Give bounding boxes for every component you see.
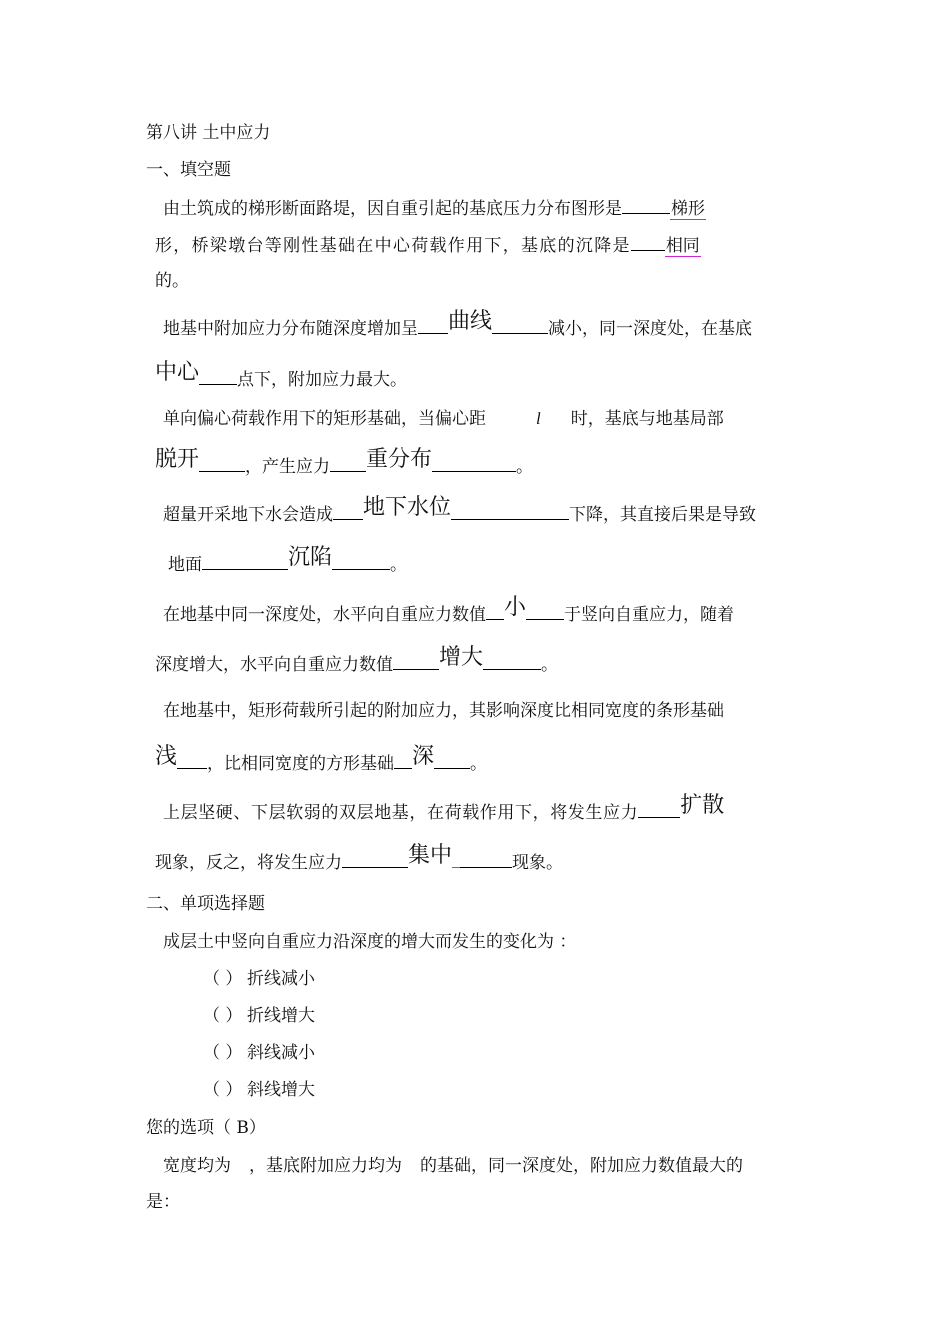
question-text: 现象，反之，将发生应力 [155,853,342,873]
question-7-line-1 [163,793,806,824]
answer-blank [199,368,237,385]
question-text: 宽度均为 [163,1156,231,1176]
question-6-line-2 [155,744,488,775]
eccentricity-symbol: l [536,409,541,428]
question-text: 超量开采地下水会造成 [163,505,333,525]
answer-blank [483,653,541,670]
option-text: 斜线减小 [247,1043,315,1063]
question-5-line-1 [163,595,806,626]
question-text: 在地基中，矩形荷载所引起的附加应力，其影响深度比相同宽度的条形基础 [163,701,724,721]
answer-blank [393,653,439,670]
question-text: 深度增大，水平向自重应力数值 [155,655,393,675]
question-text: 由土筑成的梯形断面路堤，因自重引起的基底压力分布图形是 [163,199,622,219]
answer-blank [330,455,366,472]
question-2-line-1 [163,309,806,340]
answer-text: 扩散 [680,793,725,818]
mc-option[interactable] [203,968,315,990]
answer-text: 增大 [439,645,484,670]
answer-blank [622,197,670,214]
mc-option[interactable] [203,1079,315,1101]
mc-option[interactable] [203,1042,315,1064]
answer-blank [434,752,470,769]
question-text: 。 [390,555,408,575]
answer-blank [418,317,448,334]
question-text: ，基底附加应力均为 [249,1156,402,1176]
answer-text: 曲线 [448,309,493,334]
mc-option[interactable] [203,1005,315,1027]
option-text: 折线增大 [247,1006,315,1026]
question-2-line-2 [155,360,408,391]
answer-blank [526,603,564,620]
answer-blank [451,503,569,520]
answer-blank [177,752,207,769]
section-heading-fill-in: 一、填空题 [146,160,231,180]
question-text: 于竖向自重应力，随着 [564,605,735,625]
question-text: 。 [516,457,534,477]
option-checkbox[interactable]: （ ） [203,1006,243,1026]
question-1-line-2 [155,234,806,257]
question-text: 上层坚硬、下层软弱的双层地基，在荷载作用下，将发生应力 [163,803,639,823]
question-text: 的基础，同一深度处，附加应力数值最大的 [420,1156,743,1176]
mc-question-1: 成层土中竖向自重应力沿深度的增大而发生的变化为 ： [163,932,577,952]
mc-question-2-line-1 [163,1155,806,1177]
question-3-line-2 [155,447,534,478]
answer-text: 梯形 [671,199,705,219]
question-5-line-2 [155,645,559,676]
answer-blank [332,553,390,570]
question-7-line-2 [155,843,564,874]
answer-text: 集中 [408,843,453,868]
question-text: 在地基中同一深度处，水平向自重应力数值 [163,605,486,625]
question-text: ，比相同宽度的方形基础 [207,754,395,774]
question-1-line-3 [155,270,189,292]
answer-blank [432,455,516,472]
question-6-line-1 [163,700,724,722]
question-text: 地面 [168,555,202,575]
section-heading-multiple-choice: 二、单项选择题 [146,894,265,914]
answer-text: 脱开 [155,447,200,472]
answer-blank [333,503,363,520]
mc-question-2-line-2: 是： [146,1192,180,1212]
answer-text: 小 [504,595,527,620]
answer-blank [460,851,512,868]
question-3-line-1 [163,408,806,430]
question-text: 的。 [155,271,189,291]
answer-text: 重分布 [366,447,433,472]
answer-text: 深 [412,744,435,769]
answer-blank [342,851,408,868]
question-text: 。 [541,655,559,675]
answer-blank [199,455,245,472]
option-text: 折线减小 [247,969,315,989]
option-text: 斜线增大 [247,1080,315,1100]
question-text: 现象。 [512,853,564,873]
question-text: 下降，其直接后果是导致 [569,505,757,525]
question-4-line-1 [163,495,806,526]
question-text: 时，基底与地基局部 [570,409,724,429]
selected-answer: 您的选项（ B） [146,1118,266,1138]
answer-blank [631,234,665,251]
answer-blank [492,317,548,334]
answer-text: 浅 [155,744,178,769]
answer-blank [202,553,288,570]
page-title: 第八讲 土中应力 [146,123,271,143]
question-text: 单向偏心荷载作用下的矩形基础，当偏心距 [163,409,486,429]
question-text: 减小，同一深度处，在基底 [548,319,753,339]
question-text: 点下，附加应力最大。 [237,370,408,390]
answer-text: 地下水位 [363,495,452,520]
question-text: 地基中附加应力分布随深度增加呈 [163,319,418,339]
answer-text: 沉陷 [288,545,333,570]
answer-blank [486,603,504,620]
answer-blank [638,801,680,818]
answer-blank [394,752,412,769]
option-checkbox[interactable]: （ ） [203,1080,243,1100]
question-text: 形，桥梁墩台等刚性基础在中心荷载作用下，基底的沉降是 [155,236,631,256]
question-text: ，产生应力 [245,457,331,477]
question-text: 。 [470,754,488,774]
option-checkbox[interactable]: （ ） [203,969,243,989]
option-checkbox[interactable]: （ ） [203,1043,243,1063]
answer-text: 相同 [665,236,700,256]
answer-text: 中心 [155,360,200,385]
question-4-line-2 [168,545,408,576]
question-1-line-1 [163,197,806,220]
